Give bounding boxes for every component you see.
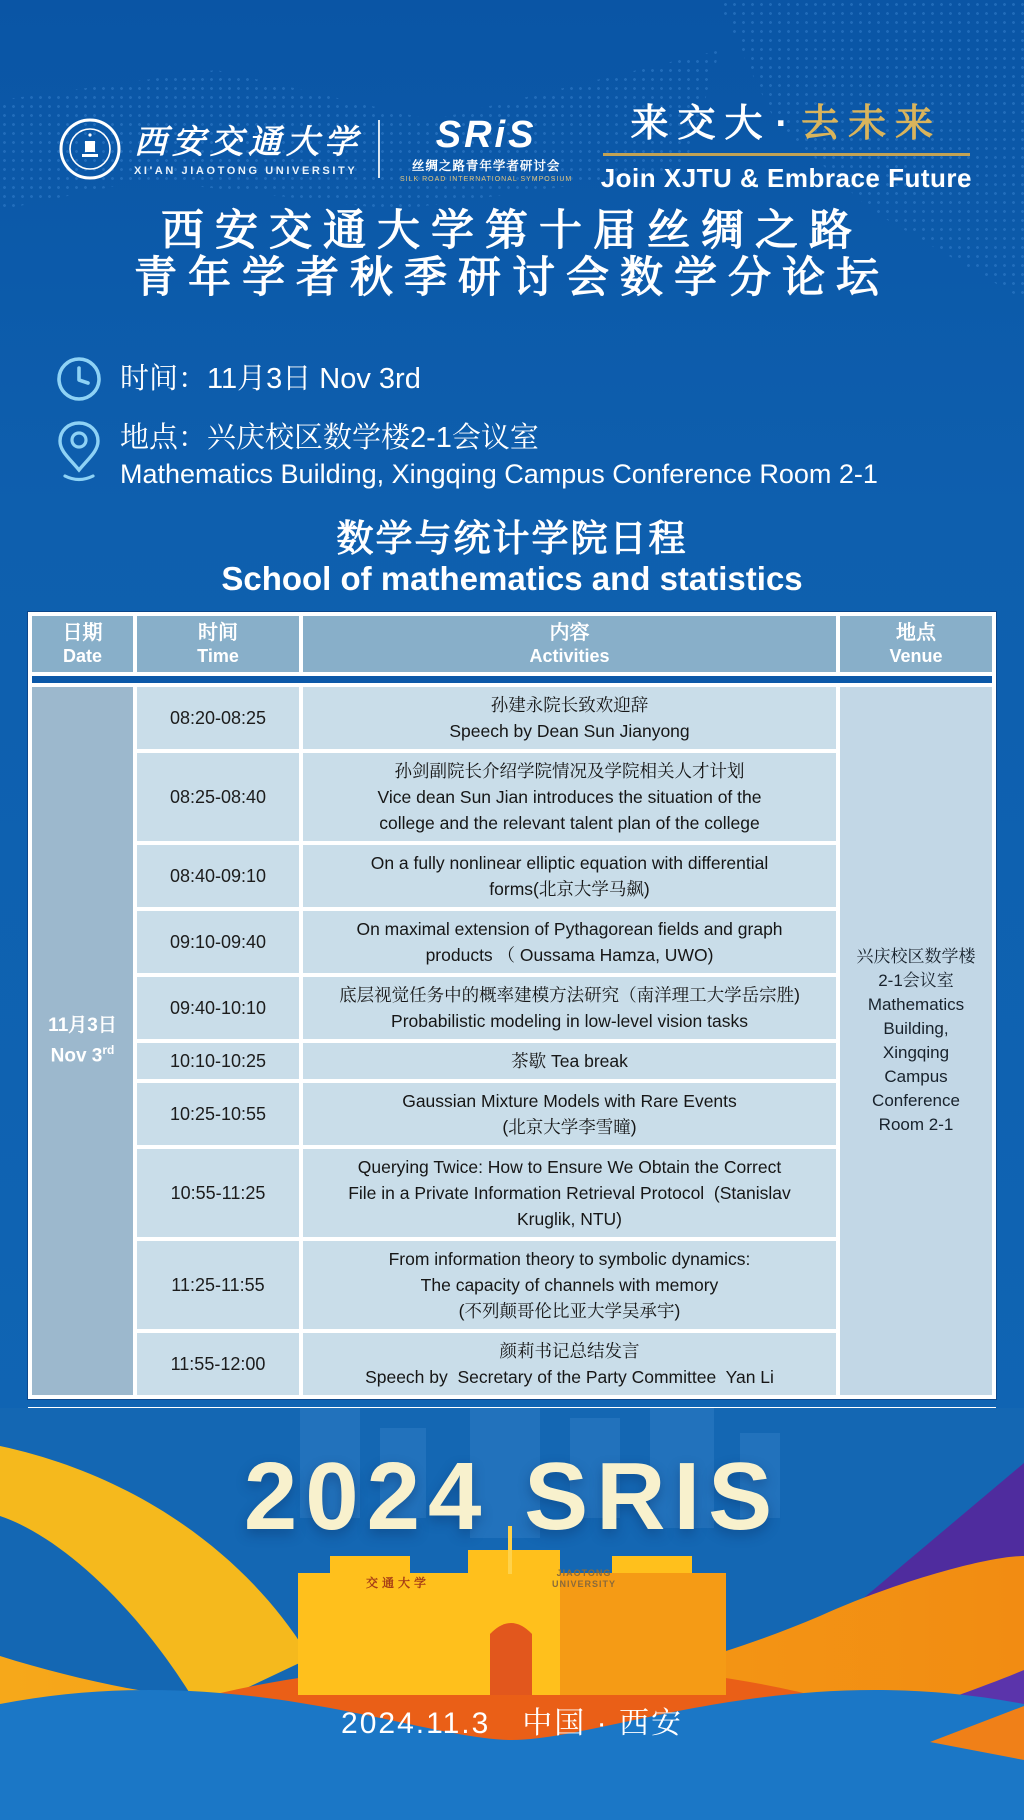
slogan-cn-white: 来交大 xyxy=(630,103,772,145)
university-name-cn: 西安交通大学 xyxy=(134,122,362,160)
activity-line: File in a Private Information Retrieval Protocol (Stanislav xyxy=(348,1183,791,1203)
event-venue-en: Mathematics Building, Xingqing Campus Conference Room 2-1 xyxy=(120,459,878,489)
activity-cell xyxy=(303,753,836,841)
sris-wordmark: SRiS xyxy=(435,113,537,156)
xjtu-brand xyxy=(134,122,362,177)
activity-line: forms(北京大学马飙) xyxy=(489,879,650,899)
slogan-cn-gold: 去未来 xyxy=(801,103,943,145)
footer-date: 2024.11.3 中国 · 西安 xyxy=(341,1707,683,1740)
sris-name-en: SILK ROAD INTERNATIONAL SYMPOSIUM xyxy=(400,175,573,183)
event-venue xyxy=(56,420,878,492)
sris-logo xyxy=(400,113,573,183)
time-cell: 08:25-08:40 xyxy=(137,753,299,841)
schedule-table xyxy=(28,612,996,1399)
venue-line: Room 2-1 xyxy=(878,1115,954,1134)
date-en: Nov 3rd xyxy=(50,1043,115,1067)
activity-line: (北京大学李雪曈) xyxy=(502,1117,637,1137)
schedule xyxy=(28,612,996,1450)
col-header-time: 时间 Time xyxy=(137,616,299,672)
time-cell: 11:55-12:00 xyxy=(137,1333,299,1395)
venue-line: Conference xyxy=(872,1091,960,1110)
date-cell xyxy=(32,687,133,1395)
activity-line: Probabilistic modeling in low-level vision tasks xyxy=(391,1011,748,1031)
time-cell: 08:40-09:10 xyxy=(137,845,299,907)
venue-cell xyxy=(840,687,992,1395)
col-header-venue: 地点 Venue xyxy=(840,616,992,672)
slogan-dot: · xyxy=(775,103,798,145)
venue-line: 兴庆校区数学楼 xyxy=(856,947,976,966)
time-cell: 11:25-11:55 xyxy=(137,1241,299,1329)
header-divider xyxy=(378,120,380,178)
activity-line: Kruglik, NTU) xyxy=(516,1209,622,1229)
section-heading xyxy=(0,518,1024,598)
time-cell: 10:55-11:25 xyxy=(137,1149,299,1237)
slogan-underline xyxy=(603,153,970,156)
schedule-row xyxy=(32,687,992,749)
header xyxy=(58,104,972,194)
activity-line: 颜莉书记总结发言 xyxy=(499,1341,640,1361)
activity-line: Querying Twice: How to Ensure We Obtain the Correct xyxy=(357,1157,782,1177)
clock-icon xyxy=(56,356,102,402)
date-cn: 11月3日 xyxy=(48,1015,117,1037)
slogan xyxy=(601,104,972,194)
date-suffix: rd xyxy=(102,1043,115,1058)
section-title-en: School of mathematics and statistics xyxy=(221,560,803,597)
activity-cell xyxy=(303,845,836,907)
university-name-en: XI'AN JIAOTONG UNIVERSITY xyxy=(134,164,358,177)
venue-line: Campus xyxy=(884,1067,948,1086)
time-cell: 10:10-10:25 xyxy=(137,1043,299,1079)
activity-line: From information theory to symbolic dynamics: xyxy=(388,1249,751,1269)
activity-line: 孙建永院长致欢迎辞 xyxy=(490,695,649,715)
activity-line: On a fully nonlinear elliptic equation with differential xyxy=(370,853,769,873)
activity-line: Gaussian Mixture Models with Rare Events xyxy=(402,1091,737,1111)
activity-cell xyxy=(303,1149,836,1237)
slogan-cn xyxy=(601,104,972,144)
schedule-body xyxy=(32,687,992,1395)
activity-line: 底层视觉任务中的概率建模方法研究（南洋理工大学岳宗胜) xyxy=(339,985,800,1005)
header-gap xyxy=(32,676,992,683)
sris-name-cn: 丝绸之路青年学者研讨会 xyxy=(411,158,561,173)
activity-cell xyxy=(303,1333,836,1395)
time-cell: 09:40-10:10 xyxy=(137,977,299,1039)
venue-line: Mathematics xyxy=(867,995,965,1014)
activity-line: 茶歇 Tea break xyxy=(511,1051,628,1071)
page-title xyxy=(0,208,1024,302)
event-venue-text xyxy=(120,420,878,492)
title-line-1: 西安交通大学第十届丝绸之路 xyxy=(161,207,863,255)
section-title-cn: 数学与统计学院日程 xyxy=(336,518,688,559)
activity-line: On maximal extension of Pythagorean fields and graph xyxy=(356,919,783,939)
event-venue-cn: 地点：兴庆校区数学楼2-1会议室 xyxy=(120,422,539,454)
event-time-text: 时间：11月3日 Nov 3rd xyxy=(120,363,421,395)
title-line-2: 青年学者秋季研讨会数学分论坛 xyxy=(134,254,890,302)
venue-line: Xingqing xyxy=(882,1043,950,1062)
col-header-date: 日期 Date xyxy=(32,616,133,672)
xjtu-seal-logo xyxy=(58,117,122,181)
activity-line: (不列颠哥伦比亚大学吴承宇) xyxy=(458,1301,681,1321)
slogan-en: Join XJTU & Embrace Future xyxy=(600,163,972,193)
event-time xyxy=(56,356,421,402)
activity-cell xyxy=(303,1083,836,1145)
venue-line: 2-1会议室 xyxy=(878,971,954,990)
table-header-row xyxy=(32,616,992,672)
activity-cell xyxy=(303,1043,836,1079)
activity-cell xyxy=(303,687,836,749)
gate-label-en: JIAOTONG UNIVERSITY xyxy=(552,1568,617,1589)
time-cell: 10:25-10:55 xyxy=(137,1083,299,1145)
activity-cell xyxy=(303,977,836,1039)
venue-line: Building, xyxy=(883,1019,949,1038)
sris-2024-banner: 2024 SRIS xyxy=(243,1443,781,1550)
activity-line: Speech by Dean Sun Jianyong xyxy=(449,721,690,741)
activity-line: 孙剑副院长介绍学院情况及学院相关人才计划 xyxy=(394,761,745,781)
activity-line: Speech by Secretary of the Party Committee Yan Li xyxy=(365,1367,774,1387)
gate-label-cn: 交通大学 xyxy=(366,1576,431,1590)
activity-line: The capacity of channels with memory xyxy=(420,1275,719,1295)
footer-art xyxy=(0,1408,1024,1820)
location-pin-icon xyxy=(56,420,102,484)
time-cell: 08:20-08:25 xyxy=(137,687,299,749)
col-header-activities: 内容 Activities xyxy=(303,616,836,672)
time-cell: 09:10-09:40 xyxy=(137,911,299,973)
activity-line: products （ Oussama Hamza, UWO) xyxy=(425,945,714,965)
activity-line: college and the relevant talent plan of the college xyxy=(379,813,760,833)
activity-cell xyxy=(303,1241,836,1329)
activity-line: Vice dean Sun Jian introduces the situation of the xyxy=(377,787,762,807)
activity-cell xyxy=(303,911,836,973)
